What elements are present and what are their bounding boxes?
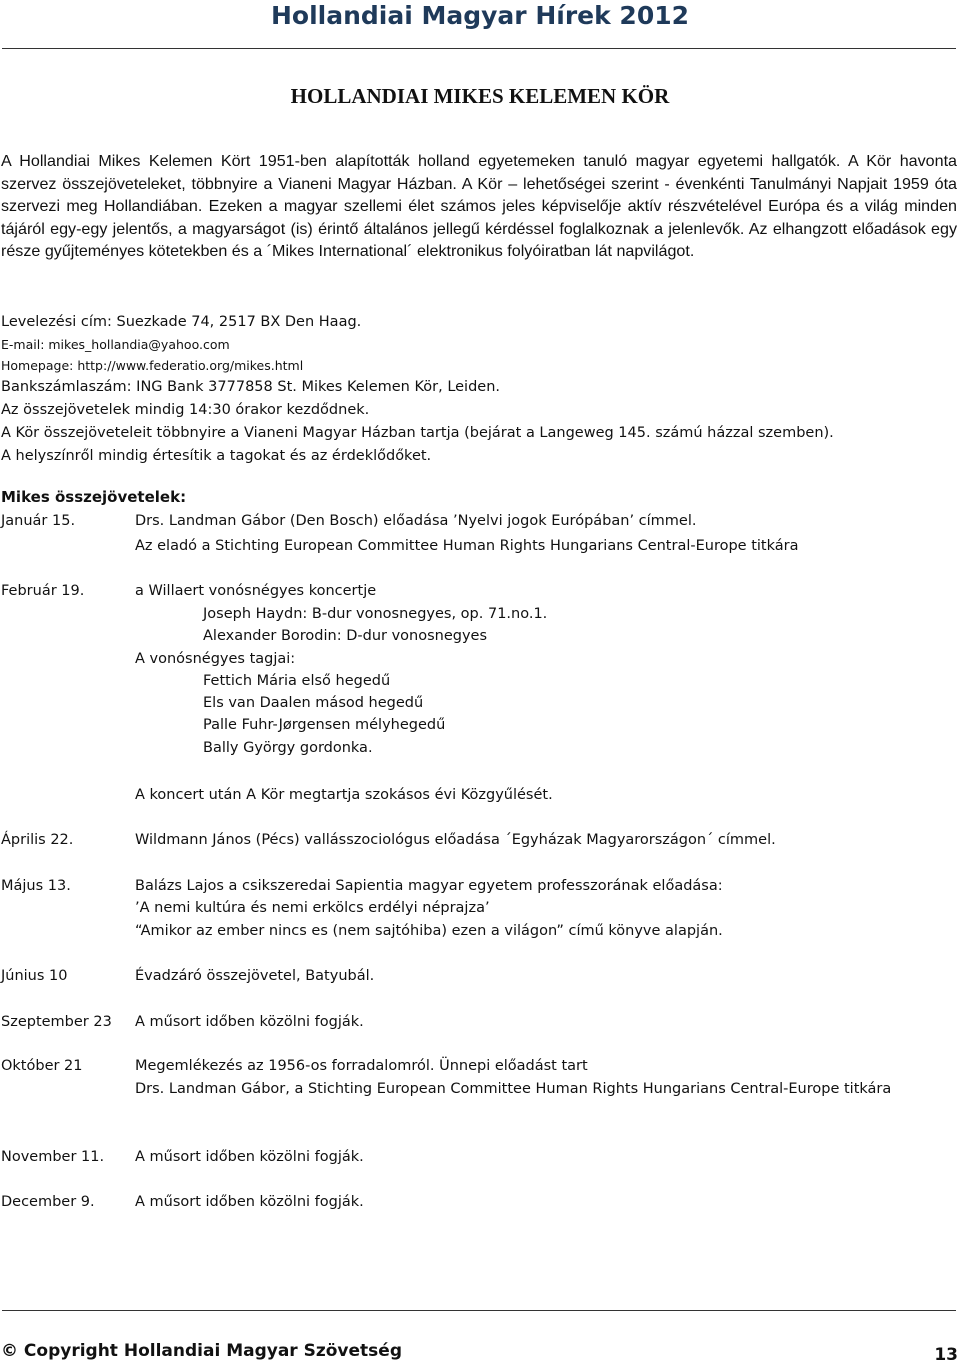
event-oct-line2: Drs. Landman Gábor, a Stichting European Committee Human Rights Hungarians Central-Europe titkára — [135, 1081, 892, 1097]
event-date-oct: Október 21 — [1, 1058, 83, 1074]
event-feb-member1: Fettich Mária első hegedű — [203, 673, 391, 689]
events-heading: Mikes összejövetelek: — [1, 488, 187, 506]
event-jan-line1: Drs. Landman Gábor (Den Bosch) előadása ’Nyelvi jogok Európában’ címmel. — [135, 513, 697, 529]
event-dec-line1: A műsort időben közölni fogják. — [135, 1194, 364, 1210]
event-jan-line2: Az eladó a Stichting European Committee Human Rights Hungarians Central-Europe titkára — [135, 538, 799, 554]
event-oct-line1: Megemlékezés az 1956-os forradalomról. Ünnepi előadást tart — [135, 1058, 588, 1074]
footer-rule — [2, 1310, 956, 1311]
event-nov-line1: A műsort időben közölni fogják. — [135, 1149, 364, 1165]
header-rule — [2, 48, 956, 49]
mailing-address: Levelezési cím: Suezkade 74, 2517 BX Den Haag. — [1, 314, 362, 330]
page-number: 13 — [934, 1345, 958, 1365]
event-feb-members-label: A vonósnégyes tagjai: — [135, 651, 296, 667]
event-may-line1: Balázs Lajos a csikszeredai Sapientia magyar egyetem professzorának előadása: — [135, 878, 723, 894]
homepage-line: Homepage: http://www.federatio.org/mikes.html — [1, 358, 304, 373]
event-date-may: Május 13. — [1, 878, 71, 894]
event-feb-after: A koncert után A Kör megtartja szokásos évi Közgyűlését. — [135, 787, 553, 803]
event-date-apr: Április 22. — [1, 832, 74, 848]
venue-notice: A helyszínről mindig értesítik a tagokat és az érdeklődőket. — [1, 448, 432, 464]
footer-copyright: © Copyright Hollandiai Magyar Szövetség — [1, 1341, 402, 1361]
event-date-jun: Június 10 — [1, 968, 68, 984]
event-may-line2: ’A nemi kultúra és nemi erkölcs erdélyi néprajza’ — [135, 900, 490, 916]
event-may-line3: “Amikor az ember nincs es (nem sajtóhiba) ezen a világon” című könyve alapján. — [135, 923, 723, 939]
event-apr-line1: Wildmann János (Pécs) vallásszociológus előadása ´Egyházak Magyarországon´ címmel. — [135, 832, 776, 848]
event-jun-line1: Évadzáró összejövetel, Batyubál. — [135, 968, 375, 984]
meeting-time: Az összejövetelek mindig 14:30 órakor kezdődnek. — [1, 402, 370, 418]
event-sep-line1: A műsort időben közölni fogják. — [135, 1014, 364, 1030]
event-date-feb: Február 19. — [1, 583, 85, 599]
event-feb-member3: Palle Fuhr-Jørgensen mélyhegedű — [203, 717, 446, 733]
event-feb-piece2: Alexander Borodin: D-dur vonosnegyes — [203, 628, 488, 644]
meeting-venue: A Kör összejöveteleit többnyire a Vianeni Magyar Házban tartja (bejárat a Langeweg 145. számú házzal szemben). — [1, 425, 834, 441]
event-date-dec: December 9. — [1, 1194, 95, 1210]
email-line: E-mail: mikes_hollandia@yahoo.com — [1, 337, 230, 352]
event-feb-piece1: Joseph Haydn: B-dur vonosnegyes, op. 71.no.1. — [203, 606, 548, 622]
event-date-jan: Január 15. — [1, 513, 76, 529]
event-feb-member2: Els van Daalen másod hegedű — [203, 695, 424, 711]
event-feb-member4: Bally György gordonka. — [203, 740, 373, 756]
event-date-nov: November 11. — [1, 1149, 105, 1165]
intro-paragraph: A Hollandiai Mikes Kelemen Kört 1951-ben alapították holland egyetemeken tanuló magyar egyetemi hallgatók. A Kör havonta szervez összejöveteleket, többnyire a Vianeni Magyar Házban. A Kör – lehetőségei szerint - évenkénti Tanulmányi Napjait 1959 óta szervezi meg Hollandiában. Ezeken a magyar szellemi élet számos jeles képviselője aktív részvételével Európa és a világ minden tájáról egy-egy jelentős, a magyarságot (is) érintő általános jellegű kérdéssel foglalkoznak a jelenlevők. Az elhangzott előadások egy része gyűjteményes kötetekben és a ´Mikes International´ elektronikus folyóiratban lát napvilágot. — [1, 152, 957, 261]
event-feb-line1: a Willaert vonósnégyes koncertje — [135, 583, 377, 599]
publication-title: Hollandiai Magyar Hírek 2012 — [270, 1, 690, 30]
section-title: HOLLANDIAI MIKES KELEMEN KÖR — [290, 84, 670, 108]
bank-account: Bankszámlaszám: ING Bank 3777858 St. Mikes Kelemen Kör, Leiden. — [1, 379, 501, 395]
event-date-sep: Szeptember 23 — [1, 1014, 112, 1030]
